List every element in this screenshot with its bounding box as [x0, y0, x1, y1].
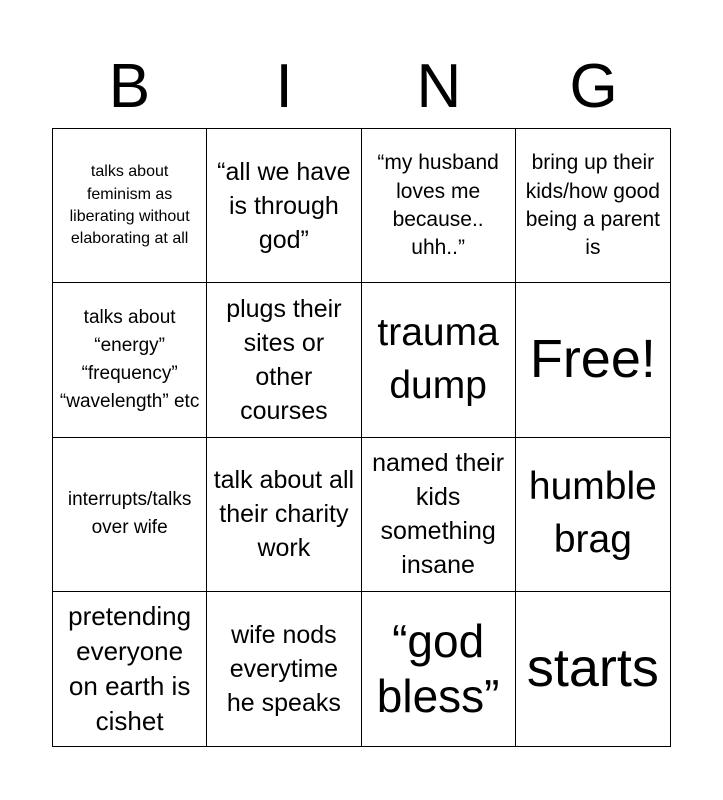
free-space-cell[interactable]	[516, 283, 670, 437]
bingo-cell[interactable]	[362, 438, 516, 592]
header-letter-b: B	[108, 52, 151, 121]
header-letter-g: G	[569, 52, 618, 121]
bingo-cell[interactable]	[53, 592, 207, 746]
bingo-cell[interactable]	[207, 283, 361, 437]
bingo-cell[interactable]	[53, 129, 207, 283]
bingo-header	[52, 48, 671, 126]
bingo-cell-text: talks about feminism as liberating without elaborating at all	[69, 163, 190, 247]
bingo-cell[interactable]	[362, 283, 516, 437]
bingo-cell-text: bring up their kids/how good being a parent is	[525, 151, 661, 259]
bingo-cell[interactable]	[362, 129, 516, 283]
bingo-cell-text: interrupts/talks over wife	[67, 489, 192, 539]
bingo-cell[interactable]	[516, 592, 670, 746]
bingo-grid	[52, 128, 671, 747]
bingo-cell-text: “my husband loves me because.. uhh..”	[377, 151, 499, 259]
bingo-cell[interactable]	[53, 283, 207, 437]
bingo-cell-text: talks about “energy” “frequency” “wavelength” etc	[59, 307, 200, 412]
bingo-cell[interactable]	[207, 129, 361, 283]
bingo-cell-text: “god bless”	[376, 614, 500, 722]
bingo-cell-text: wife nods everytime he speaks	[226, 620, 341, 717]
header-letter-i: I	[275, 52, 293, 121]
header-letter-n: N	[416, 52, 462, 121]
bingo-cell[interactable]	[516, 129, 670, 283]
bingo-cell[interactable]	[516, 438, 670, 592]
bingo-cell-text: starts	[526, 638, 659, 699]
free-space-text: Free!	[529, 329, 656, 390]
bingo-cell-text: “all we have is through god”	[217, 157, 351, 254]
bingo-cell-text: humble brag	[528, 465, 657, 562]
bingo-cell[interactable]	[207, 592, 361, 746]
bingo-cell-text: named their kids something insane	[372, 449, 505, 580]
bingo-cell-text: pretending everyone on earth is cishet	[68, 601, 192, 736]
bingo-cell[interactable]	[53, 438, 207, 592]
bingo-cell-text: talk about all their charity work	[213, 466, 355, 563]
bingo-cell[interactable]	[362, 592, 516, 746]
bingo-cell-text: plugs their sites or other courses	[226, 294, 342, 425]
bingo-cell[interactable]	[207, 438, 361, 592]
bingo-cell-text: trauma dump	[377, 311, 499, 407]
